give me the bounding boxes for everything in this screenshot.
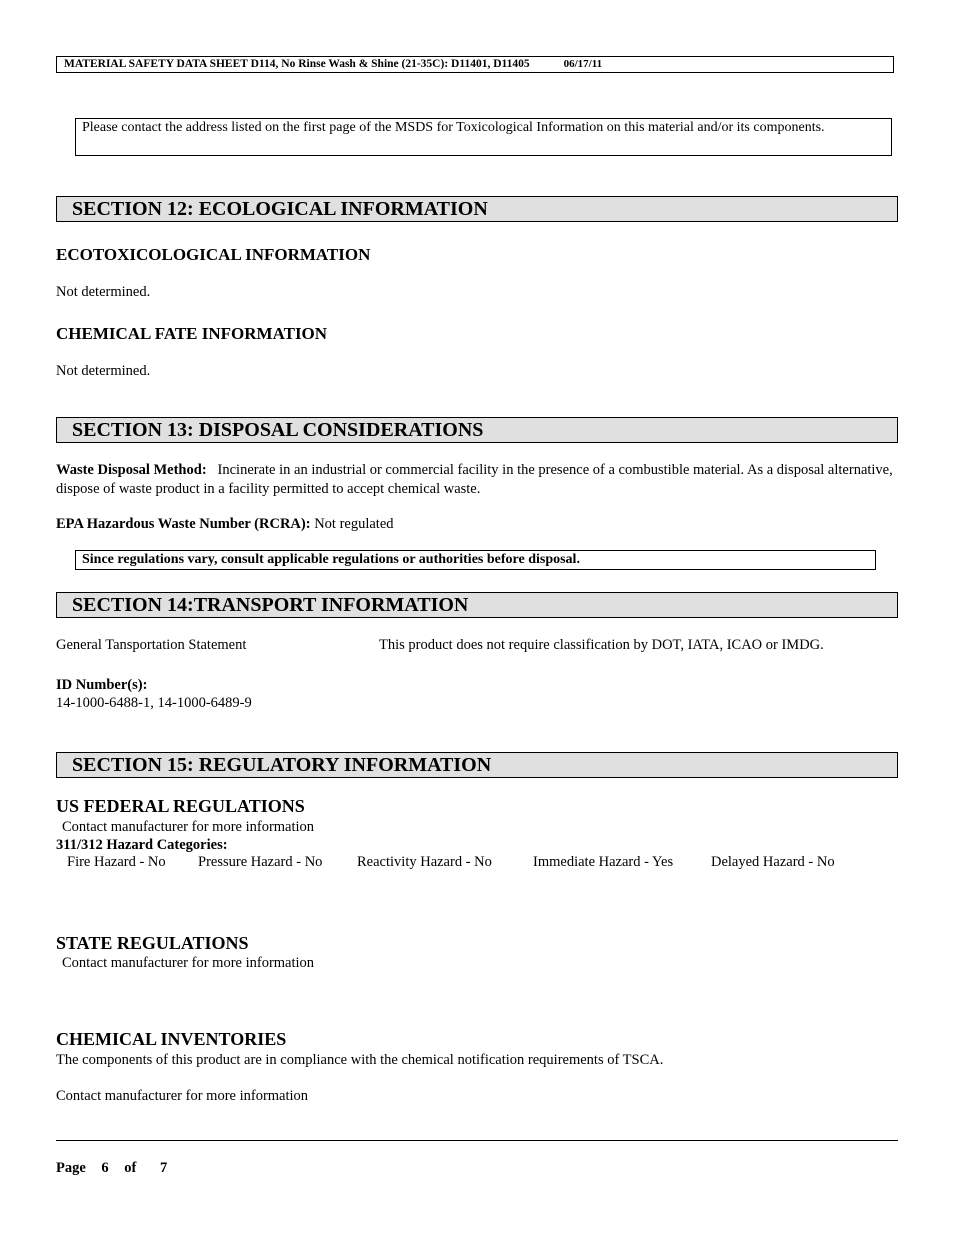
section-12-title: SECTION 12: ECOLOGICAL INFORMATION bbox=[56, 196, 898, 222]
hazard-pressure: Pressure Hazard - No bbox=[198, 854, 323, 870]
chemical-inventories-heading: CHEMICAL INVENTORIES bbox=[56, 1029, 287, 1049]
transport-statement-label: General Tansportation Statement bbox=[56, 637, 247, 653]
waste-disposal-method bbox=[56, 461, 898, 499]
hazard-immediate: Immediate Hazard - Yes bbox=[533, 854, 674, 870]
id-numbers-label: ID Number(s): bbox=[56, 677, 148, 693]
footer-divider bbox=[56, 1140, 898, 1141]
hazard-delayed: Delayed Hazard - No bbox=[711, 854, 835, 870]
hazard-categories-heading: 311/312 Hazard Categories: bbox=[56, 837, 228, 853]
id-numbers-value: 14-1000-6488-1, 14-1000-6489-9 bbox=[56, 695, 252, 711]
ecotox-text: Not determined. bbox=[56, 284, 151, 300]
of-label: of bbox=[124, 1160, 137, 1176]
epa-waste-number bbox=[56, 515, 394, 534]
page-number: 6 bbox=[101, 1160, 109, 1176]
epa-waste-value: Not regulated bbox=[314, 516, 394, 532]
federal-regulations-heading: US FEDERAL REGULATIONS bbox=[56, 796, 305, 816]
ecotox-heading: ECOTOXICOLOGICAL INFORMATION bbox=[56, 245, 371, 264]
state-regulations-heading: STATE REGULATIONS bbox=[56, 933, 249, 953]
hazard-reactivity: Reactivity Hazard - No bbox=[357, 854, 492, 870]
chemical-fate-heading: CHEMICAL FATE INFORMATION bbox=[56, 324, 328, 343]
waste-disposal-label: Waste Disposal Method: bbox=[56, 462, 207, 478]
federal-regulations-text: Contact manufacturer for more information bbox=[62, 819, 315, 835]
total-pages: 7 bbox=[160, 1160, 168, 1176]
waste-disposal-text: Incinerate in an industrial or commercial facility in the presence of a combustible material. As a disposal alternative, dispose of waste product in a facility permitted to accept chemical waste. bbox=[56, 462, 893, 497]
state-regulations-text: Contact manufacturer for more information bbox=[62, 955, 315, 971]
section-14-title: SECTION 14:TRANSPORT INFORMATION bbox=[56, 592, 898, 618]
document-title: MATERIAL SAFETY DATA SHEET D114, No Rinse Wash & Shine (21-35C): D11401, D11405 bbox=[64, 58, 530, 70]
chemical-inventories-text: The components of this product are in compliance with the chemical notification requirements of TSCA. bbox=[56, 1052, 664, 1068]
page-label: Page bbox=[56, 1160, 86, 1176]
epa-waste-label: EPA Hazardous Waste Number (RCRA): bbox=[56, 516, 311, 532]
section-13-title: SECTION 13: DISPOSAL CONSIDERATIONS bbox=[56, 417, 898, 443]
toxicology-note: Please contact the address listed on the first page of the MSDS for Toxicological Information on this material and/or its components. bbox=[75, 118, 892, 156]
regulations-note: Since regulations vary, consult applicable regulations or authorities before disposal. bbox=[75, 550, 876, 570]
hazard-fire: Fire Hazard - No bbox=[67, 854, 166, 870]
document-header bbox=[56, 56, 894, 73]
page-footer bbox=[56, 1160, 167, 1177]
chemical-inventories-contact: Contact manufacturer for more information bbox=[56, 1088, 309, 1104]
chemical-fate-text: Not determined. bbox=[56, 363, 151, 379]
transport-statement-value: This product does not require classification by DOT, IATA, ICAO or IMDG. bbox=[379, 637, 824, 653]
document-date: 06/17/11 bbox=[563, 58, 603, 70]
section-15-title: SECTION 15: REGULATORY INFORMATION bbox=[56, 752, 898, 778]
